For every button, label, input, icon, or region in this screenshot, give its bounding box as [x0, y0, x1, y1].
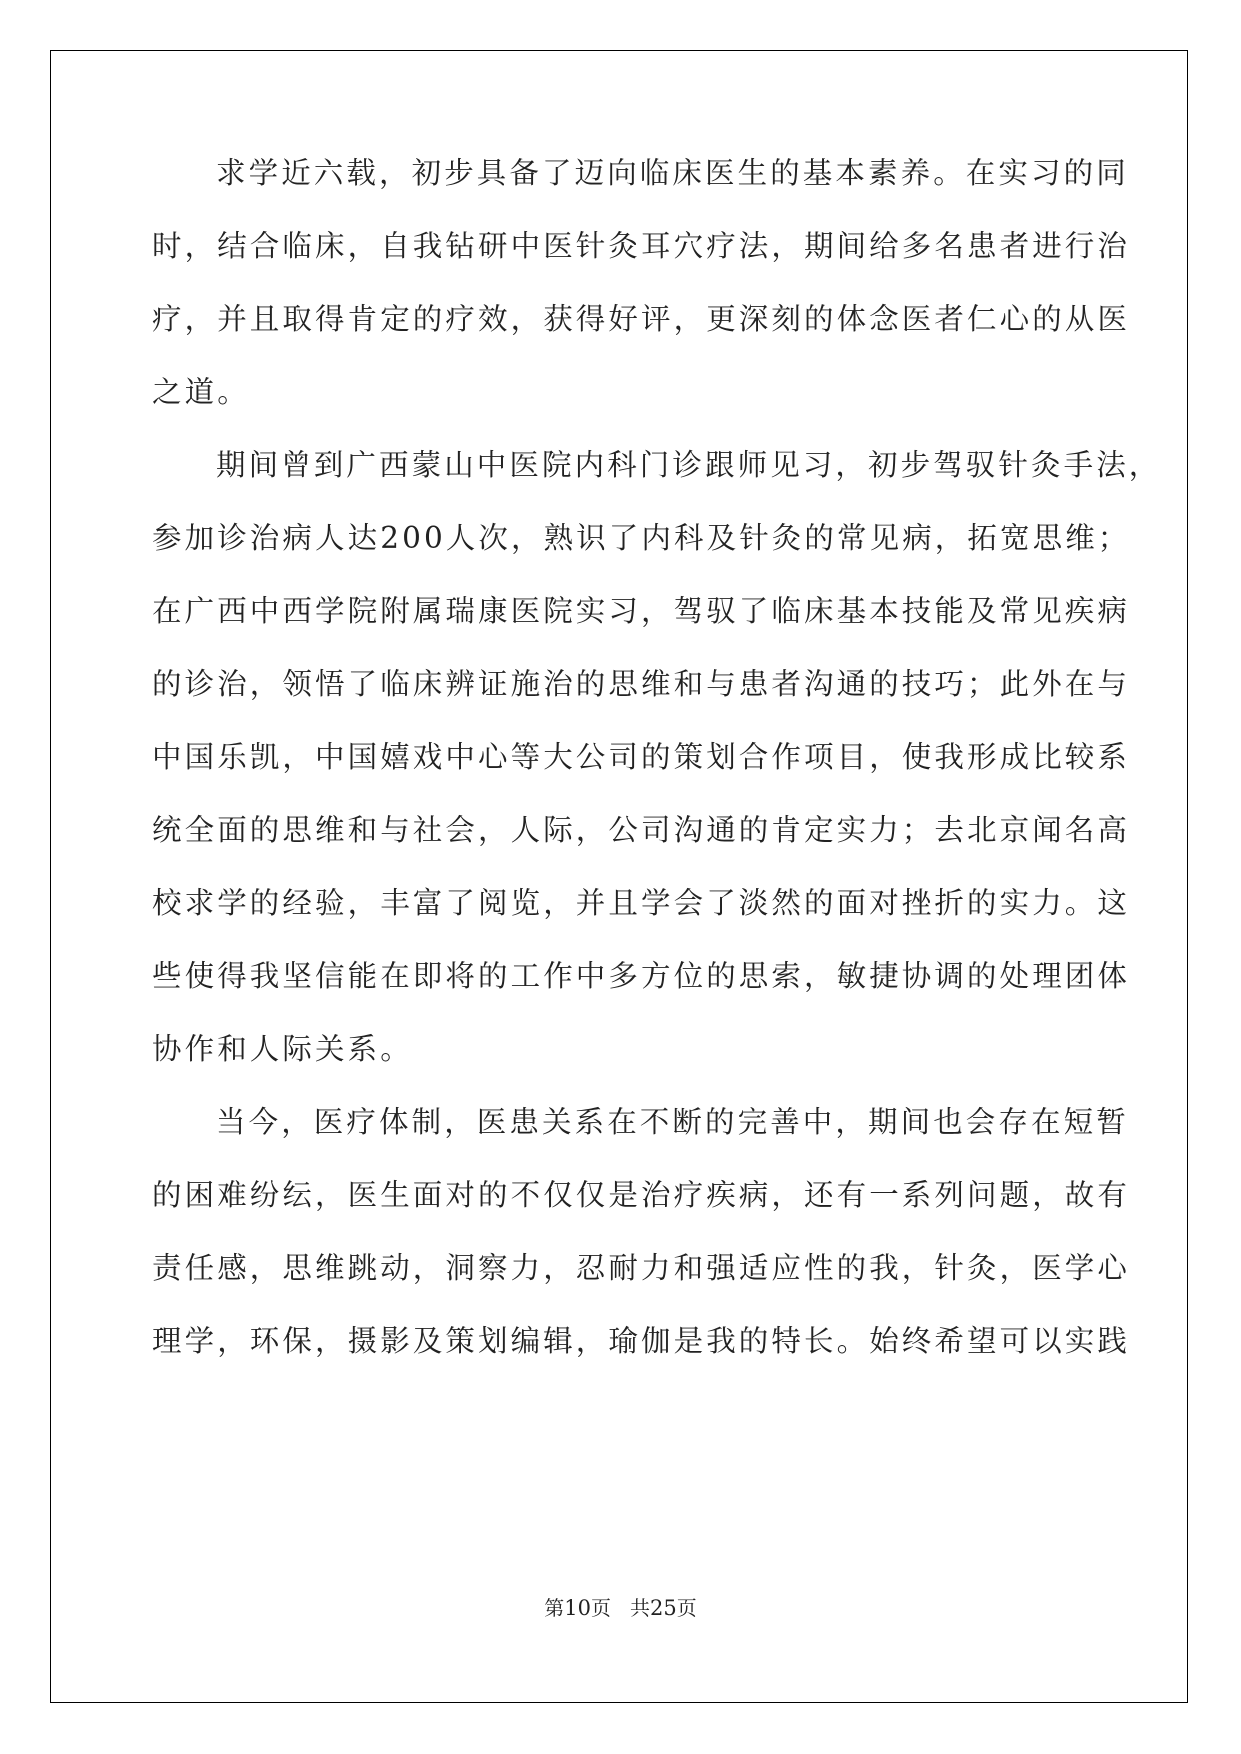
current-page-number: 10 [564, 1596, 591, 1620]
paragraph-3-line-3: 责任感，思维跳动，洞察力，忍耐力和强适应性的我，针灸，医学心 [152, 1251, 1131, 1285]
paragraph-1-line-2: 时，结合临床，自我钻研中医针灸耳穴疗法，期间给多名患者进行治 [152, 229, 1131, 263]
footer-prefix: 第 [544, 1596, 565, 1620]
paragraph-3-line-1: 当今，医疗体制，医患关系在不断的完善中，期间也会存在短暂 [216, 1105, 1129, 1139]
paragraph-2-line-2: 参加诊治病人达200人次，熟识了内科及针灸的常见病，拓宽思维； [152, 521, 1131, 555]
paragraph-2-line-6: 统全面的思维和与社会，人际，公司沟通的肯定实力；去北京闻名高 [152, 813, 1131, 847]
paragraph-1-line-3: 疗，并且取得肯定的疗效，获得好评，更深刻的体念医者仁心的从医 [152, 302, 1131, 336]
total-pages-number: 25 [650, 1596, 677, 1620]
paragraph-2-line-7: 校求学的经验，丰富了阅览，并且学会了淡然的面对挫折的实力。这 [152, 886, 1131, 920]
paragraph-3-line-4: 理学，环保，摄影及策划编辑，瑜伽是我的特长。始终希望可以实践 [152, 1324, 1131, 1358]
footer-total-prefix: 共 [630, 1596, 651, 1620]
footer-page-suffix: 页 [590, 1596, 611, 1620]
paragraph-2-line-9: 协作和人际关系。 [152, 1032, 413, 1066]
paragraph-1-line-1: 求学近六载，初步具备了迈向临床医生的基本素养。在实习的同 [216, 156, 1129, 190]
paragraph-1-line-4: 之道。 [152, 375, 250, 409]
paragraph-2-line-4: 的诊治，领悟了临床辨证施治的思维和与患者沟通的技巧；此外在与 [152, 667, 1131, 701]
footer-total-suffix: 页 [676, 1596, 697, 1620]
page-footer [0, 1592, 1241, 1621]
paragraph-2-line-5: 中国乐凯，中国嬉戏中心等大公司的策划合作项目，使我形成比较系 [152, 740, 1131, 774]
paragraph-2-line-8: 些使得我坚信能在即将的工作中多方位的思索，敏捷协调的处理团体 [152, 959, 1131, 993]
paragraph-3-line-2: 的困难纷纭，医生面对的不仅仅是治疗疾病，还有一系列问题，故有 [152, 1178, 1131, 1212]
paragraph-2-line-3: 在广西中西学院附属瑞康医院实习，驾驭了临床基本技能及常见疾病 [152, 594, 1131, 628]
paragraph-2-line-1: 期间曾到广西蒙山中医院内科门诊跟师见习，初步驾驭针灸手法， [216, 448, 1162, 482]
